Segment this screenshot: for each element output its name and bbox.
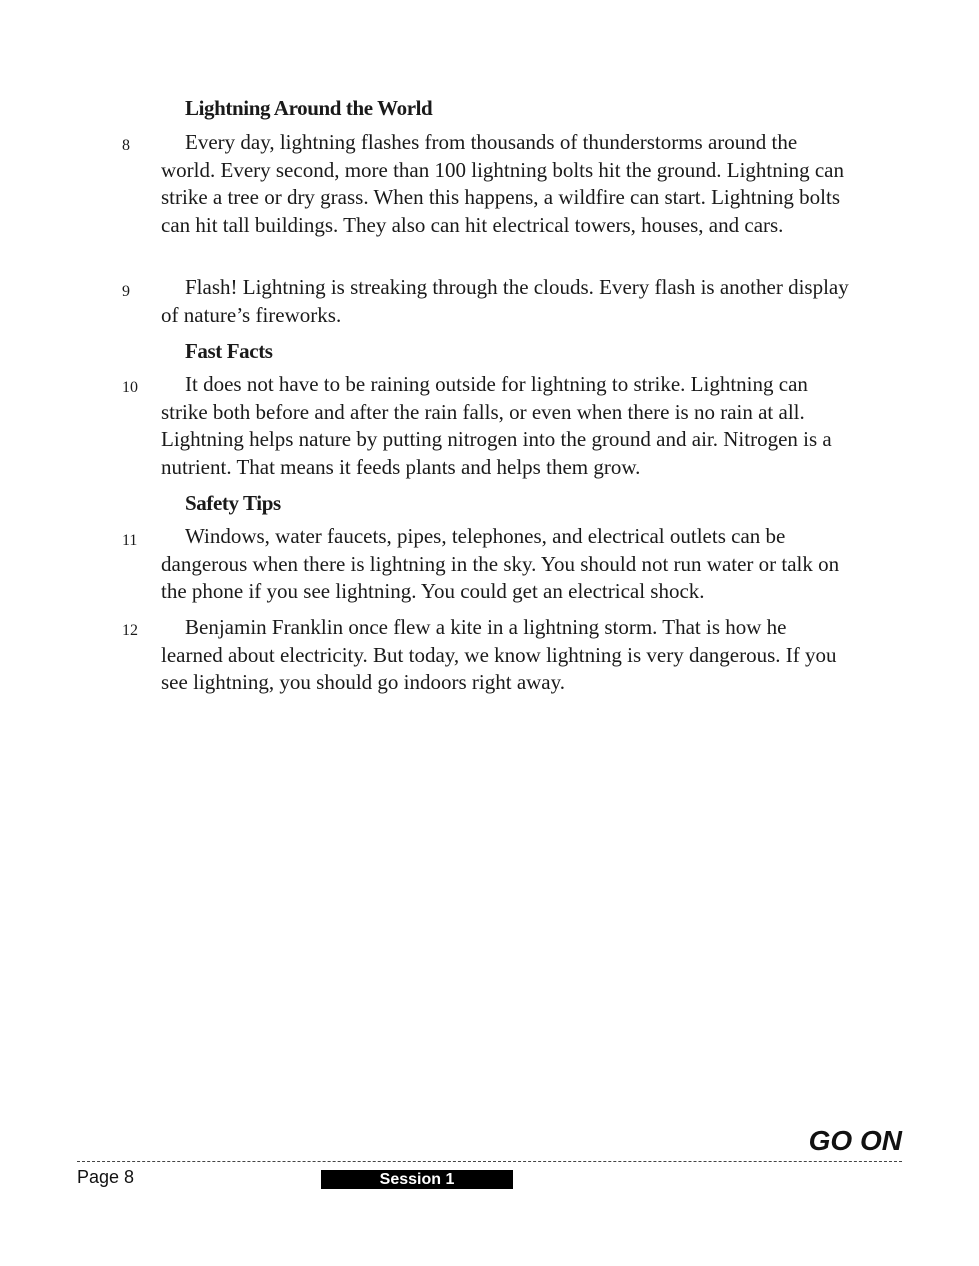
page-number: Page 8 [77,1167,135,1187]
paragraph-number: 9 [122,283,130,300]
paragraph-text: Flash! Lightning is streaking through the clouds. Every flash is another display of nature’s fireworks. [161,275,849,327]
section-heading-lightning-around-the-world: Lightning Around the World [185,96,433,120]
paragraph-text: It does not have to be raining outside for lightning to strike. Lightning can strike both before and after the rain falls, or even when there is no rain at all. Lightning helps nature by putting nitrogen into the ground and air. Nitrogen is a nutrient. That means it feeds plants and helps them grow. [161,372,832,479]
paragraph [161,274,851,329]
paragraph [161,523,851,606]
paragraph-number: 12 [122,622,138,639]
go-on-label: GO ON [808,1125,902,1156]
paragraph-text: Benjamin Franklin once flew a kite in a lightning storm. That is how he learned about electricity. But today, we know lightning is very dangerous. If you see lightning, you should go indoors right away. [161,615,837,694]
paragraph-number: 8 [122,137,130,154]
paragraph [161,614,851,697]
paragraph-text: Every day, lightning flashes from thousands of thunderstorms around the world. Every second, more than 100 lightning bolts hit the ground. Lightning can strike a tree or dry grass. When this happens, a wildfire can start. Lightning bolts can hit tall buildings. They also can hit electrical towers, houses, and cars. [161,130,844,237]
paragraph [161,371,851,481]
paragraph [161,129,851,239]
section-heading-safety-tips: Safety Tips [185,491,281,515]
paragraph-text: Windows, water faucets, pipes, telephones, and electrical outlets can be dangerous when there is lightning in the sky. You should not run water or talk on the phone if you see lightning. You could get an electrical shock. [161,524,840,603]
paragraph-number: 10 [122,379,138,396]
footer-dashed-divider [77,1161,902,1162]
session-badge: Session 1 [321,1170,513,1189]
paragraph-number: 11 [122,532,138,549]
section-heading-fast-facts: Fast Facts [185,339,273,363]
